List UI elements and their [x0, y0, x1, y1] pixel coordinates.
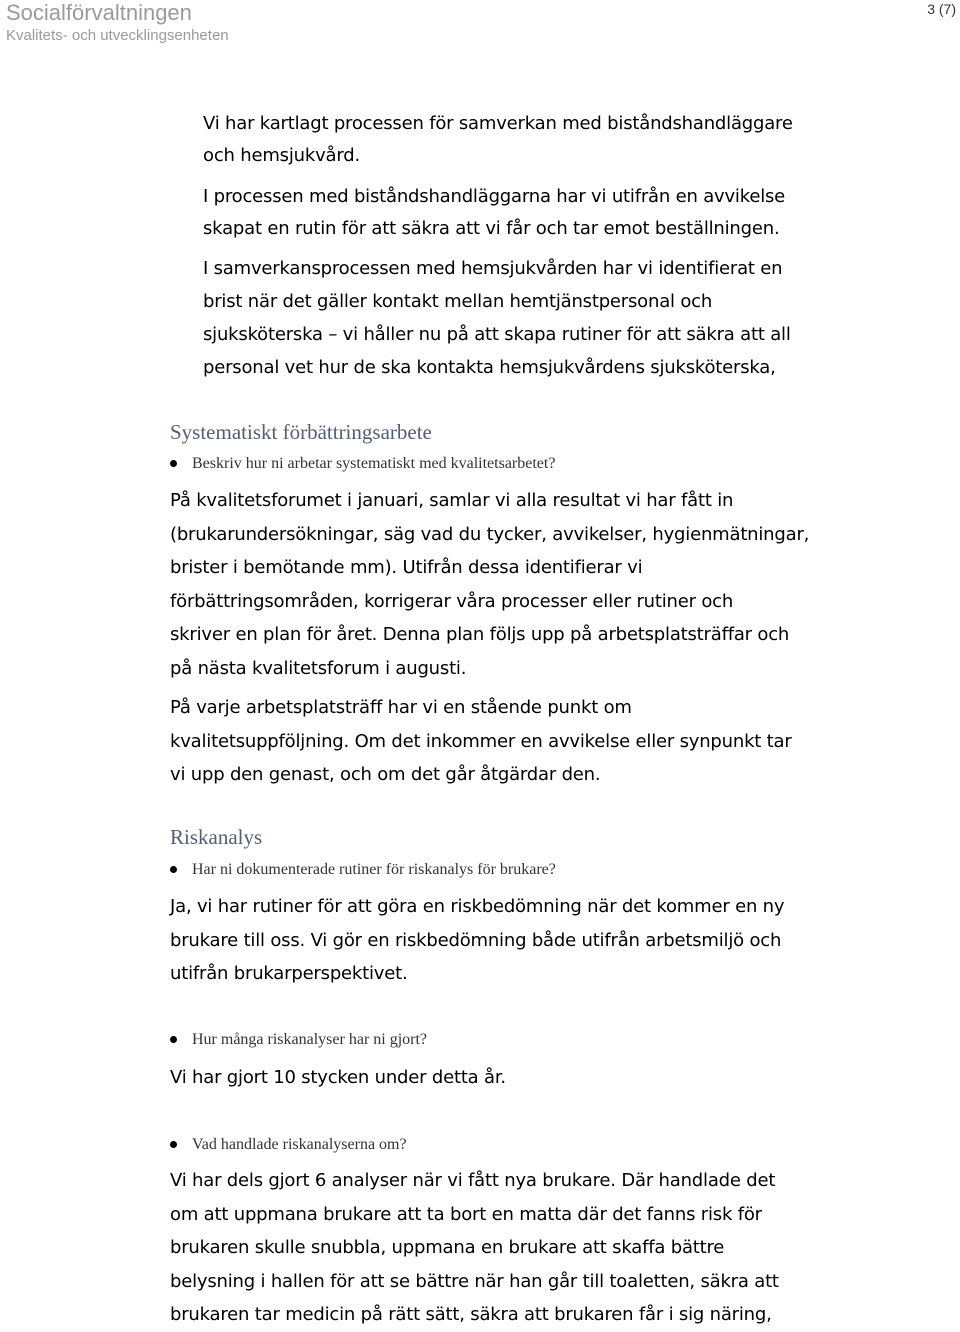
text-line: (brukarundersökningar, säg vad du tycker, avvikelser, hygienmätningar,: [170, 523, 810, 545]
text-line: förbättringsområden, korrigerar våra processer eller rutiner och: [170, 590, 734, 612]
question-item: [170, 860, 556, 880]
text-line: kvalitetsuppföljning. Om det inkommer en avvikelse eller synpunkt tar: [170, 730, 792, 752]
text-line: om att uppmana brukare att ta bort en matta där det fanns risk för: [170, 1203, 762, 1225]
intro-paragraph-3: [203, 252, 791, 384]
intro-paragraph-1: [203, 108, 793, 172]
intro-paragraph-2: [203, 181, 785, 245]
page-number: 3 (7): [927, 1, 956, 17]
bullet-icon: [170, 1141, 177, 1148]
text-line: Vi har gjort 10 stycken under detta år.: [170, 1067, 506, 1088]
organization-name: Socialförvaltningen: [6, 0, 192, 25]
section-heading-systematic: Systematiskt förbättringsarbete: [170, 420, 432, 444]
text-line: I samverkansprocessen med hemsjukvården har vi identifierat en: [203, 258, 783, 279]
text-line: belysning i hallen för att se bättre när han går till toaletten, säkra att: [170, 1270, 779, 1292]
question-text: Hur många riskanalyser har ni gjort?: [192, 1031, 428, 1048]
answer-paragraph: [170, 890, 784, 991]
answer-paragraph: [170, 1164, 779, 1332]
question-item: [170, 1135, 407, 1155]
text-line: På varje arbetsplatsträff har vi en stående punkt om: [170, 697, 632, 718]
text-line: brister i bemötande mm). Utifrån dessa identifierar vi: [170, 557, 643, 578]
text-line: brist när det gäller kontakt mellan hemtjänstpersonal och: [203, 291, 713, 312]
answer-paragraph: [170, 691, 792, 792]
text-line: På kvalitetsforumet i januari, samlar vi alla resultat vi har fått in: [170, 490, 734, 511]
text-line: skapat en rutin för att säkra att vi får och tar emot beställningen.: [203, 218, 780, 239]
answer-paragraph: [170, 1061, 506, 1095]
question-text: Beskriv hur ni arbetar systematiskt med kvalitetsarbetet?: [192, 455, 556, 472]
text-line: på nästa kvalitetsforum i augusti.: [170, 657, 467, 679]
text-line: I processen med biståndshandläggarna har vi utifrån en avvikelse: [203, 186, 786, 207]
answer-paragraph: [170, 484, 809, 685]
text-line: brukare till oss. Vi gör en riskbedömning både utifrån arbetsmiljö och: [170, 929, 782, 951]
text-line: utifrån brukarperspektivet.: [170, 963, 408, 984]
text-line: personal vet hur de ska kontakta hemsjukvårdens sjuksköterska,: [203, 357, 776, 378]
text-line: skriver en plan för året. Denna plan följs upp på arbetsplatsträffar och: [170, 624, 790, 645]
bullet-icon: [170, 866, 177, 873]
text-line: vi upp den genast, och om det går åtgärdar den.: [170, 764, 601, 785]
unit-name: Kvalitets- och utvecklingsenheten: [6, 27, 229, 44]
text-line: och hemsjukvård.: [203, 145, 360, 166]
text-line: Ja, vi har rutiner för att göra en riskbedömning när det kommer en ny: [170, 896, 785, 917]
text-line: brukaren skulle snubbla, uppmana en brukare att skaffa bättre: [170, 1237, 725, 1258]
bullet-icon: [170, 460, 177, 467]
section-heading-risk: Riskanalys: [170, 825, 263, 849]
text-line: Vi har dels gjort 6 analyser när vi fått nya brukare. Där handlade det: [170, 1170, 776, 1191]
question-item: [170, 454, 555, 474]
question-item: [170, 1030, 427, 1050]
text-line: brukaren tar medicin på rätt sätt, säkra att brukaren får i sig näring,: [170, 1304, 772, 1325]
text-line: Vi har kartlagt processen för samverkan med biståndshandläggare: [203, 113, 793, 134]
bullet-icon: [170, 1036, 177, 1043]
question-text: Har ni dokumenterade rutiner för riskanalys för brukare?: [192, 861, 556, 878]
text-line: sjuksköterska – vi håller nu på att skapa rutiner för att säkra att all: [203, 324, 791, 345]
question-text: Vad handlade riskanalyserna om?: [192, 1136, 407, 1153]
